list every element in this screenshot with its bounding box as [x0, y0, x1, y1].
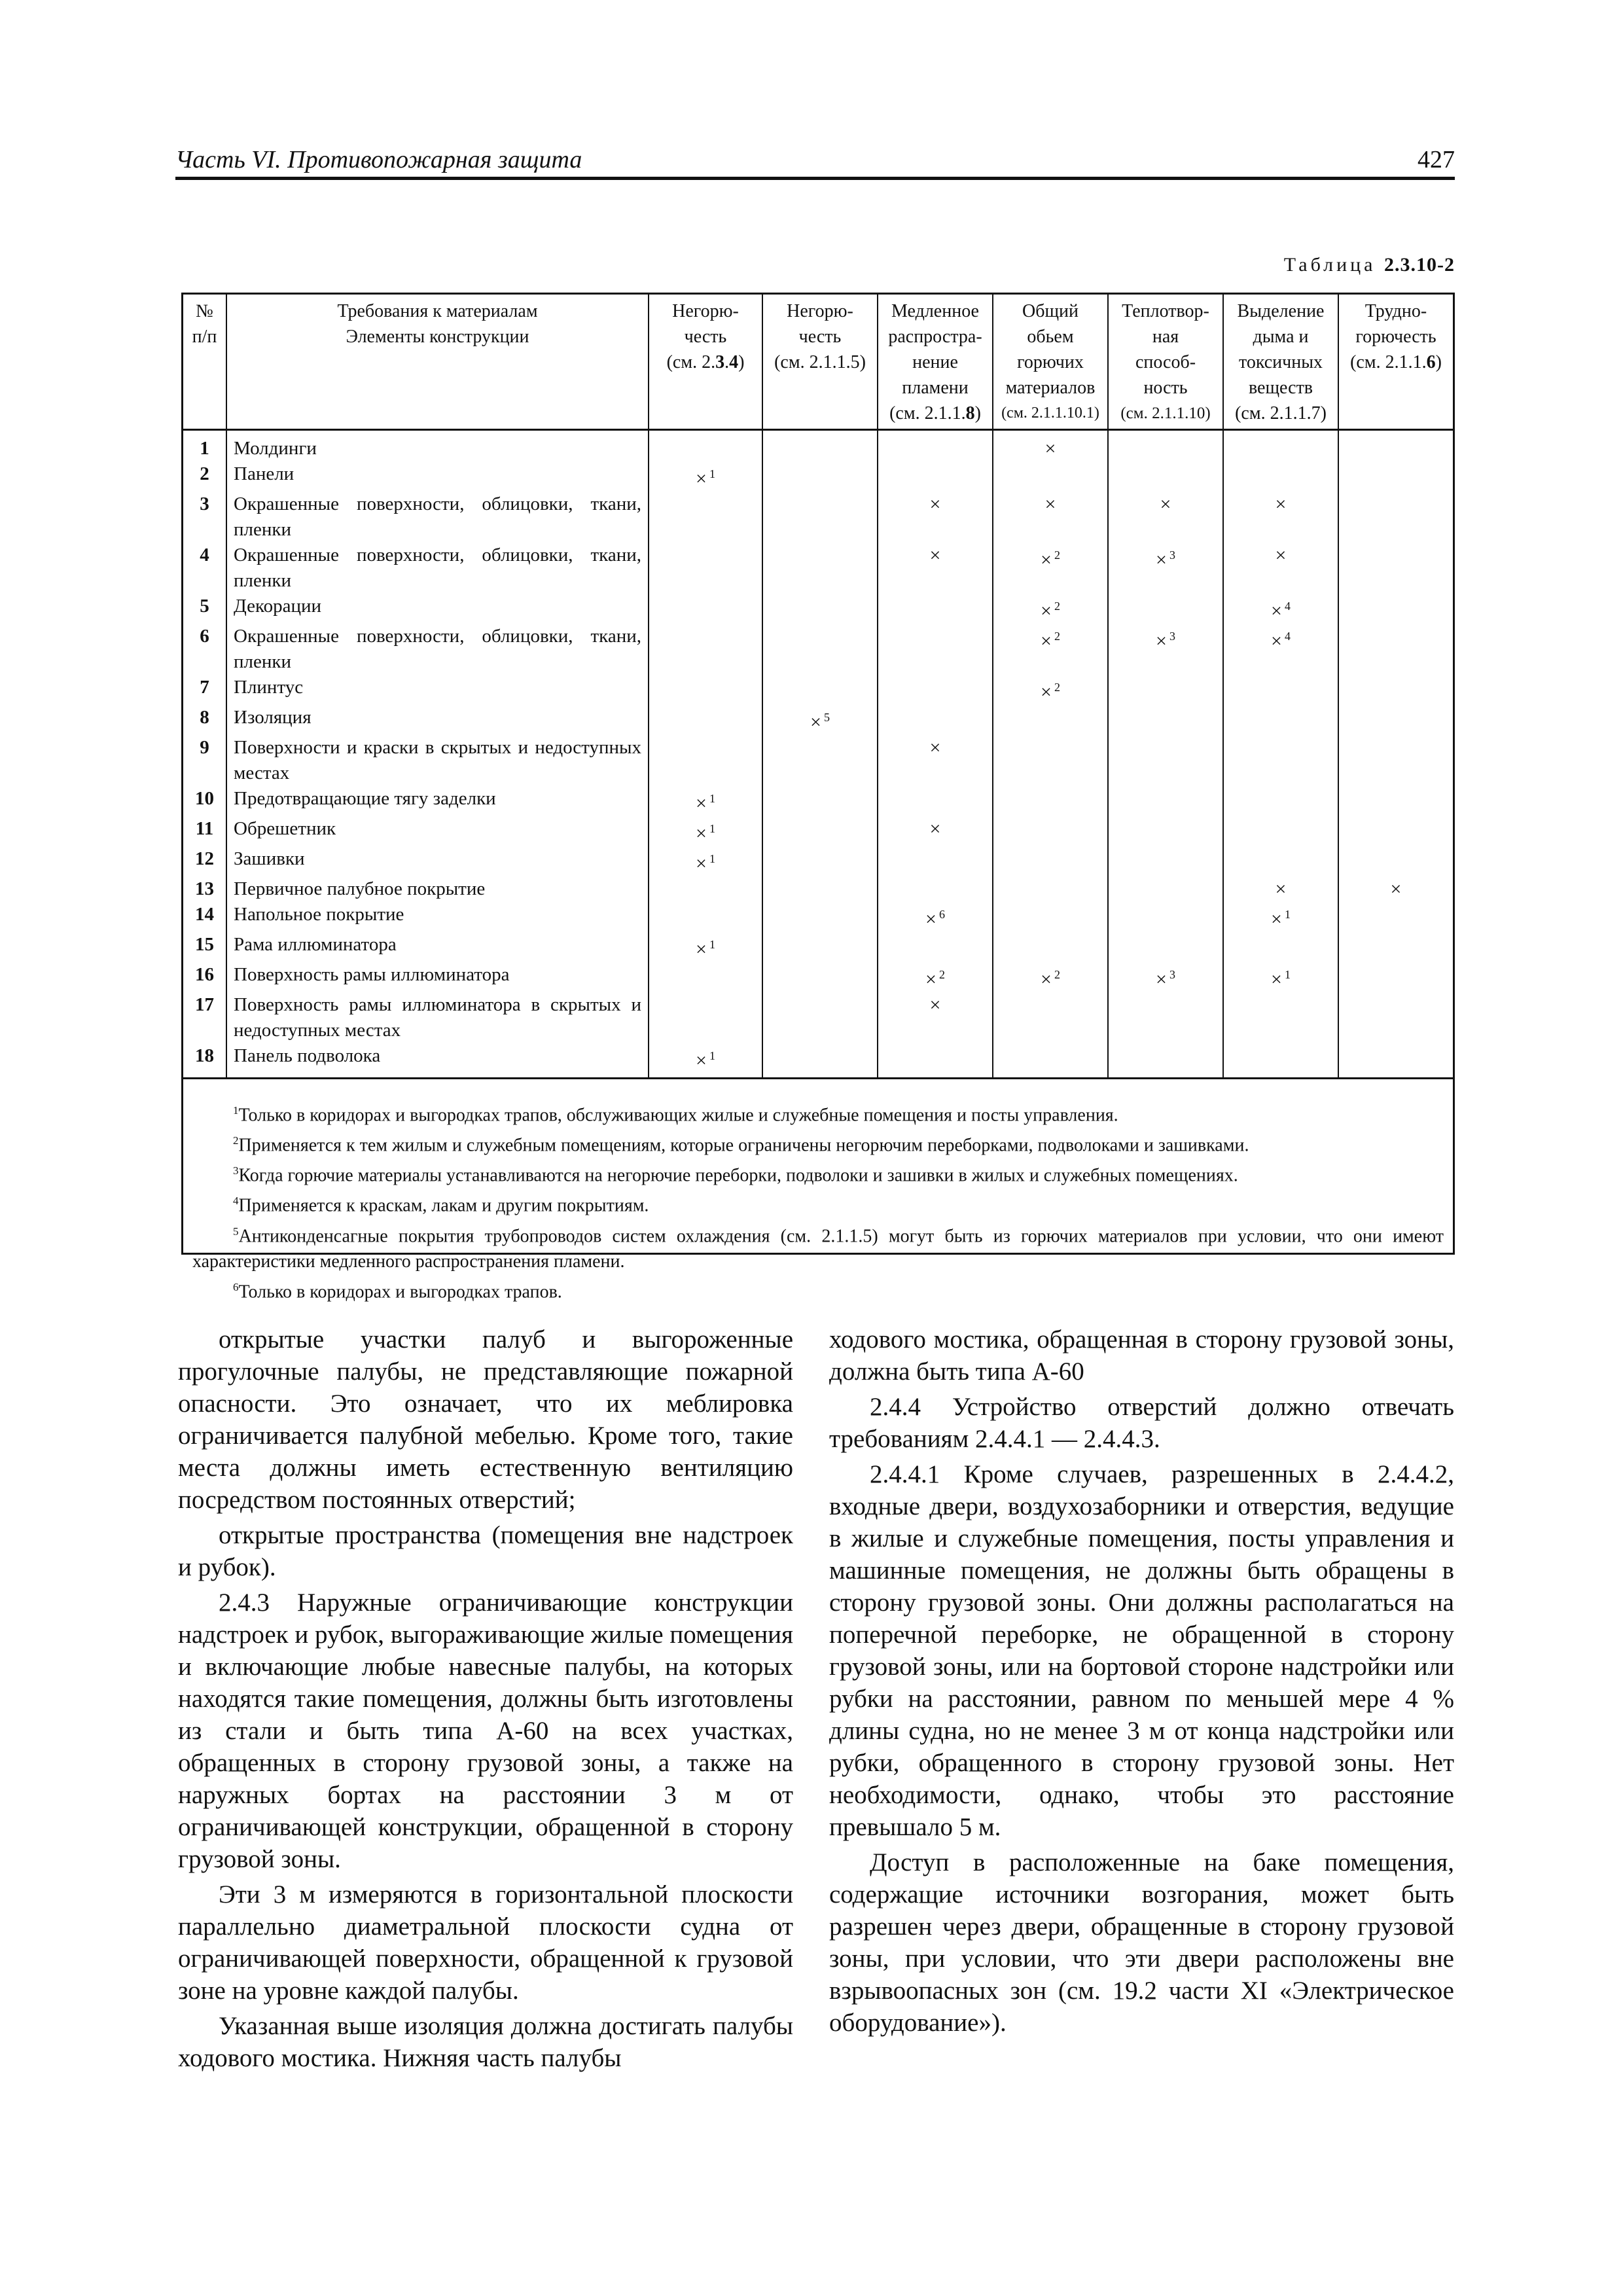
footnote-ref: 4 — [1284, 629, 1291, 643]
requirement-mark — [1108, 846, 1223, 876]
paragraph: 2.4.4.1 Кроме случаев, разрешенных в 2.4.4.2, входные двери, воздухозаборники и отверстия, ведущие в жилые и служебные помещения, посты управления и машинные помещения, не должны быть обращены в сторону грузовой зоны. Они должны располагаться на поперечной переборке, не обращенной в сторону грузовой зоны, или на бортовой стороне надстройки или рубки на расстоянии, равном по меньшей мере 4 % длины судна, но не менее 3 м от конца надстройки или рубки, обращенного в сторону грузовой зоны. Нет необходимости, однако, чтобы это расстояние превышало 5 м. — [829, 1460, 1454, 1841]
col-header-calorific-value: Теплотвор- ная способ- ность (см. 2.1.1.10) — [1108, 295, 1223, 429]
col-header-smoke-toxicity: Выделение дыма и токсичных веществ (см. 2.1.1.7) — [1223, 295, 1338, 429]
requirement-mark — [1223, 705, 1338, 735]
table-body — [183, 429, 1453, 1077]
table-row — [183, 932, 1453, 962]
requirement-mark — [878, 876, 993, 902]
requirement-mark — [878, 932, 993, 962]
col-header-noncombustibility-234: Негорю- честь (см. 2.3.4) — [649, 295, 762, 429]
requirement-mark — [878, 992, 993, 1043]
requirement-mark — [1338, 461, 1453, 492]
requirement-mark — [1223, 461, 1338, 492]
cross-mark: × — [1156, 548, 1167, 571]
table-row — [183, 492, 1453, 543]
requirement-mark — [1338, 786, 1453, 816]
footnote-text: Антиконденсагные покрытия трубопроводов систем охлаждения (см. 2.1.1.5) могут быть из горючих материалов при условии, что они имеют характеристики медленного распространения пламени. — [192, 1226, 1444, 1272]
row-element-name: Первичное палубное покрытие — [226, 876, 649, 902]
footnote-ref: 4 — [1284, 599, 1291, 613]
requirement-mark — [649, 786, 762, 816]
footnote-ref: 6 — [938, 907, 945, 921]
requirement-mark — [649, 876, 762, 902]
requirement-mark — [1223, 624, 1338, 675]
requirement-mark — [649, 962, 762, 992]
cross-mark: × — [1275, 493, 1287, 515]
footnote-ref: 1 — [709, 467, 715, 480]
cross-mark: × — [925, 908, 936, 930]
row-number: 10 — [195, 787, 214, 809]
row-element-name: Окрашенные поверхности, облицовки, ткани, пленки — [226, 492, 649, 543]
requirement-mark — [993, 962, 1108, 992]
cross-mark: × — [1271, 600, 1282, 622]
cross-mark: × — [929, 736, 941, 759]
table-footnotes — [183, 1077, 1453, 1305]
requirement-mark — [993, 876, 1108, 902]
footnote — [192, 1219, 1444, 1274]
cross-mark: × — [929, 817, 941, 840]
requirement-mark — [1338, 962, 1453, 992]
requirement-mark — [649, 1043, 762, 1077]
requirement-mark — [1338, 429, 1453, 461]
requirement-mark — [1108, 1043, 1223, 1077]
requirement-mark — [1338, 902, 1453, 932]
col-header-total-volume: Общий обьем горючих материалов (см. 2.1.1.10.1) — [993, 295, 1108, 429]
footnote-ref: 2 — [1054, 599, 1060, 613]
requirement-mark — [993, 1043, 1108, 1077]
table-row — [183, 846, 1453, 876]
cross-mark: × — [929, 994, 941, 1016]
footnote-ref: 1 — [709, 1049, 715, 1062]
cross-mark: × — [929, 544, 941, 566]
requirement-mark — [1338, 1043, 1453, 1077]
cross-mark: × — [696, 822, 707, 844]
requirement-mark — [762, 624, 878, 675]
requirement-mark — [878, 902, 993, 932]
requirement-mark — [1338, 594, 1453, 624]
row-number: 8 — [200, 706, 209, 728]
footnote-ref: 1 — [1284, 967, 1291, 981]
row-number: 11 — [195, 817, 214, 839]
requirement-mark — [1223, 492, 1338, 543]
requirement-mark — [1338, 675, 1453, 705]
requirement-mark — [878, 962, 993, 992]
row-element-name: Напольное покрытие — [226, 902, 649, 932]
requirement-mark — [993, 705, 1108, 735]
requirement-mark — [1338, 846, 1453, 876]
requirement-mark — [1338, 932, 1453, 962]
table-row — [183, 735, 1453, 786]
requirement-mark — [878, 492, 993, 543]
footnote-marker: 3 — [233, 1164, 239, 1177]
requirement-mark — [1223, 786, 1338, 816]
table-row — [183, 902, 1453, 932]
footnote — [192, 1274, 1444, 1304]
footnote-text: Применяется к краскам, лакам и другим покрытиям. — [238, 1195, 649, 1216]
footnote-ref: 1 — [709, 937, 715, 951]
requirement-mark — [1108, 816, 1223, 846]
requirement-mark — [762, 594, 878, 624]
col-header-elements: Требования к материалам Элементы конструкции — [226, 295, 649, 429]
footnote — [192, 1128, 1444, 1158]
col-header-noncombustibility-2115: Негорю- честь (см. 2.1.1.5) — [762, 295, 878, 429]
requirement-mark — [1338, 816, 1453, 846]
requirement-mark — [649, 902, 762, 932]
header-rule — [175, 177, 1455, 180]
footnote — [192, 1098, 1444, 1128]
paragraph: Указанная выше изоляция должна достигать палубы ходового мостика. Нижняя часть палубы — [178, 2012, 793, 2072]
col-header-flame-spread: Медленное распростра- нение пламени (см. 2.1.1.8) — [878, 295, 993, 429]
requirement-mark — [1223, 816, 1338, 846]
requirement-mark — [993, 492, 1108, 543]
table-row — [183, 786, 1453, 816]
row-number: 2 — [200, 463, 209, 484]
table-row — [183, 1043, 1453, 1077]
table-caption-word: Таблица — [1283, 254, 1376, 276]
requirement-mark — [1338, 543, 1453, 594]
requirement-mark — [1108, 962, 1223, 992]
cross-mark: × — [1271, 630, 1282, 652]
requirement-mark — [762, 962, 878, 992]
requirement-mark — [993, 992, 1108, 1043]
requirement-mark — [762, 429, 878, 461]
row-number: 1 — [200, 437, 209, 459]
requirement-mark — [649, 816, 762, 846]
requirement-mark — [762, 705, 878, 735]
cross-mark: × — [1271, 968, 1282, 990]
cross-mark: × — [1041, 600, 1052, 622]
requirement-mark — [1108, 429, 1223, 461]
requirement-mark — [1223, 1043, 1338, 1077]
row-number: 6 — [200, 625, 209, 647]
requirement-mark — [1338, 735, 1453, 786]
table-caption-number: 2.3.10-2 — [1384, 254, 1455, 276]
paragraph: Доступ в расположенные на баке помещения, содержащие источники возгорания, может быть разрешен через двери, обращенные в сторону грузовой зоны, при условии, что эти двери расположены вне взрывоопасных зон (см. 19.2 части XI «Электрическое оборудование»). — [829, 1848, 1454, 2037]
requirement-mark — [993, 543, 1108, 594]
requirement-mark — [1338, 992, 1453, 1043]
requirement-mark — [1338, 624, 1453, 675]
requirement-mark — [1223, 962, 1338, 992]
requirement-mark — [649, 543, 762, 594]
requirement-mark — [762, 461, 878, 492]
requirement-mark — [762, 675, 878, 705]
requirement-mark — [878, 543, 993, 594]
requirement-mark — [993, 429, 1108, 461]
requirement-mark — [1108, 594, 1223, 624]
requirement-mark — [762, 932, 878, 962]
requirement-mark — [649, 461, 762, 492]
requirement-mark — [878, 786, 993, 816]
footnote-ref: 1 — [709, 821, 715, 835]
cross-mark: × — [696, 467, 707, 490]
requirement-mark — [1223, 902, 1338, 932]
row-number: 3 — [200, 493, 209, 514]
page-number: 427 — [1418, 146, 1455, 173]
requirement-mark — [878, 624, 993, 675]
requirement-mark — [649, 992, 762, 1043]
requirement-mark — [878, 735, 993, 786]
requirement-mark — [878, 846, 993, 876]
requirement-mark — [1338, 876, 1453, 902]
requirement-mark — [1108, 675, 1223, 705]
row-element-name: Обрешетник — [226, 816, 649, 846]
cross-mark: × — [696, 852, 707, 874]
table-row — [183, 992, 1453, 1043]
requirement-mark — [878, 705, 993, 735]
table-row — [183, 962, 1453, 992]
requirement-mark — [1223, 543, 1338, 594]
cross-mark: × — [1041, 681, 1052, 703]
requirement-mark — [1108, 902, 1223, 932]
requirement-mark — [878, 429, 993, 461]
cross-mark: × — [925, 968, 936, 990]
cross-mark: × — [1160, 493, 1171, 515]
table-row — [183, 429, 1453, 461]
header-title: Часть VI. Противопожарная защита — [175, 146, 582, 173]
requirement-mark — [993, 786, 1108, 816]
requirement-mark — [1223, 735, 1338, 786]
col-header-number: № п/п — [183, 295, 226, 429]
requirement-mark — [1223, 675, 1338, 705]
cross-mark: × — [1275, 878, 1287, 900]
requirement-mark — [1108, 735, 1223, 786]
requirement-mark — [878, 594, 993, 624]
footnote-ref: 3 — [1169, 967, 1175, 981]
footnote-ref: 5 — [823, 710, 830, 724]
row-element-name: Изоляция — [226, 705, 649, 735]
cross-mark: × — [1041, 630, 1052, 652]
footnote-marker: 1 — [233, 1103, 239, 1117]
row-number: 9 — [200, 736, 209, 758]
requirement-mark — [1223, 992, 1338, 1043]
requirement-mark — [1223, 876, 1338, 902]
requirement-mark — [649, 492, 762, 543]
footnote-text: Только в коридорах и выгородках трапов. — [238, 1282, 562, 1302]
table-row — [183, 876, 1453, 902]
requirement-mark — [762, 1043, 878, 1077]
row-element-name: Панель подволока — [226, 1043, 649, 1077]
footnote-ref: 2 — [938, 967, 945, 981]
requirement-mark — [993, 902, 1108, 932]
footnote-ref: 2 — [1054, 548, 1060, 562]
table-caption — [982, 254, 1455, 276]
paragraph: открытые участки палуб и выгороженные прогулочные палубы, не представляющие пожарной опасности. Это означает, что их меблировка ограничивается палубной мебелью. Кроме того, такие места должны иметь естественную вентиляцию посредством постоянных отверстий; — [178, 1325, 793, 1514]
row-number: 7 — [200, 676, 209, 698]
row-number: 14 — [195, 903, 214, 925]
requirement-mark — [1223, 594, 1338, 624]
requirement-mark — [993, 624, 1108, 675]
requirements-table — [181, 293, 1455, 1302]
cross-mark: × — [1271, 908, 1282, 930]
requirement-mark — [1108, 932, 1223, 962]
cross-mark: × — [1044, 493, 1056, 515]
table-row — [183, 705, 1453, 735]
footnote-marker: 5 — [233, 1225, 239, 1238]
requirement-mark — [649, 594, 762, 624]
table-row — [183, 675, 1453, 705]
text-column-right — [829, 1323, 1454, 2042]
row-element-name: Поверхность рамы иллюминатора в скрытых и недоступных местах — [226, 992, 649, 1043]
requirement-mark — [762, 735, 878, 786]
requirement-mark — [649, 675, 762, 705]
footnote-ref: 2 — [1054, 680, 1060, 694]
paragraph: 2.4.4 Устройство отверстий должно отвечать требованиям 2.4.4.1 — 2.4.4.3. — [829, 1393, 1454, 1453]
requirement-mark — [762, 543, 878, 594]
footnote-ref: 1 — [709, 791, 715, 805]
requirement-mark — [762, 786, 878, 816]
footnote-ref: 1 — [1284, 907, 1291, 921]
paragraph: Эти 3 м измеряются в горизонтальной плоскости параллельно диаметральной плоскости судна от ограничивающей поверхности, обращенной к грузовой зоне на уровне каждой палубы. — [178, 1880, 793, 2005]
table-row — [183, 594, 1453, 624]
paragraph: ходового мостика, обращенная в сторону грузовой зоны, должна быть типа А-60 — [829, 1325, 1454, 1386]
row-number: 5 — [200, 595, 209, 617]
requirement-mark — [878, 816, 993, 846]
requirement-mark — [993, 846, 1108, 876]
row-element-name: Поверхности и краски в скрытых и недоступных местах — [226, 735, 649, 786]
footnote — [192, 1158, 1444, 1188]
row-number: 13 — [195, 878, 214, 899]
requirement-mark — [762, 816, 878, 846]
requirement-mark — [878, 461, 993, 492]
requirement-mark — [762, 492, 878, 543]
footnote — [192, 1188, 1444, 1218]
footnote-marker: 2 — [233, 1134, 239, 1147]
requirement-mark — [1108, 461, 1223, 492]
cross-mark: × — [696, 792, 707, 814]
requirement-mark — [993, 735, 1108, 786]
requirement-mark — [1108, 543, 1223, 594]
requirement-mark — [649, 429, 762, 461]
requirement-mark — [762, 902, 878, 932]
row-element-name: Декорации — [226, 594, 649, 624]
row-element-name: Предотвращающие тягу заделки — [226, 786, 649, 816]
cross-mark: × — [696, 1049, 707, 1071]
requirement-mark — [1223, 932, 1338, 962]
requirement-mark — [878, 675, 993, 705]
requirement-mark — [993, 594, 1108, 624]
cross-mark: × — [1156, 968, 1167, 990]
cross-mark: × — [1390, 878, 1402, 900]
requirement-mark — [1108, 992, 1223, 1043]
requirement-mark — [993, 675, 1108, 705]
footnote-ref: 2 — [1054, 967, 1060, 981]
table-row — [183, 624, 1453, 675]
row-number: 15 — [195, 933, 214, 955]
row-number: 18 — [195, 1045, 214, 1066]
paragraph: открытые пространства (помещения вне надстроек и рубок). — [178, 1521, 793, 1581]
footnote-ref: 3 — [1169, 548, 1175, 562]
requirement-mark — [1108, 876, 1223, 902]
footnote-text: Только в коридорах и выгородках трапов, обслуживающих жилые и служебные помещения и посты управления. — [238, 1104, 1118, 1125]
requirement-mark — [1108, 492, 1223, 543]
requirement-mark — [1108, 705, 1223, 735]
requirement-mark — [993, 461, 1108, 492]
requirement-mark — [649, 846, 762, 876]
cross-mark: × — [1044, 437, 1056, 459]
footnote-ref: 1 — [709, 852, 715, 865]
paragraph: 2.4.3 Наружные ограничивающие конструкции надстроек и рубок, выгораживающие жилые помещения и включающие любые навесные палубы, на которых находятся такие помещения, должны быть изготовлены из стали и быть типа А-60 на всех участках, обращенных в сторону грузовой зоны, а также на наружных бортах на расстоянии 3 м от ограничивающей конструкции, обращенной в сторону грузовой зоны. — [178, 1588, 793, 1873]
row-element-name: Плинтус — [226, 675, 649, 705]
footnote-text: Когда горючие материалы устанавливаются на негорючие переборки, подволоки и зашивки в жилых и служебных помещениях. — [238, 1165, 1238, 1186]
cross-mark: × — [1156, 630, 1167, 652]
requirement-mark — [1108, 786, 1223, 816]
cross-mark: × — [696, 938, 707, 960]
row-element-name: Окрашенные поверхности, облицовки, ткани, пленки — [226, 543, 649, 594]
requirement-mark — [649, 624, 762, 675]
row-element-name: Поверхность рамы иллюминатора — [226, 962, 649, 992]
footnote-text: Применяется к тем жилым и служебным помещениям, которые ограничены негорючим переборками, подволоками и зашивками. — [238, 1135, 1249, 1156]
requirement-mark — [649, 705, 762, 735]
cross-mark: × — [929, 493, 941, 515]
requirement-mark — [1223, 846, 1338, 876]
table-row — [183, 461, 1453, 492]
footnote-marker: 6 — [233, 1281, 239, 1294]
cross-mark: × — [1041, 968, 1052, 990]
requirement-mark — [762, 876, 878, 902]
table-row — [183, 543, 1453, 594]
row-number: 4 — [200, 544, 209, 565]
footnote-marker: 4 — [233, 1194, 239, 1208]
requirement-mark — [1223, 429, 1338, 461]
requirement-mark — [993, 932, 1108, 962]
table-row — [183, 816, 1453, 846]
cross-mark: × — [1275, 544, 1287, 566]
requirement-mark — [1338, 492, 1453, 543]
requirement-mark — [1108, 624, 1223, 675]
requirement-mark — [649, 735, 762, 786]
table-header-row — [183, 295, 1453, 429]
row-element-name: Окрашенные поверхности, облицовки, ткани, пленки — [226, 624, 649, 675]
row-number: 17 — [195, 994, 214, 1015]
row-element-name: Молдинги — [226, 429, 649, 461]
requirement-mark — [649, 932, 762, 962]
requirement-mark — [878, 1043, 993, 1077]
col-header-low-flammability: Трудно- горючесть (см. 2.1.1.6) — [1338, 295, 1453, 429]
row-element-name: Рама иллюминатора — [226, 932, 649, 962]
requirement-mark — [762, 992, 878, 1043]
cross-mark: × — [1041, 548, 1052, 571]
text-column-left — [178, 1323, 793, 2077]
row-number: 16 — [195, 963, 214, 985]
requirement-mark — [762, 846, 878, 876]
footnote-ref: 2 — [1054, 629, 1060, 643]
cross-mark: × — [810, 711, 821, 733]
row-element-name: Панели — [226, 461, 649, 492]
row-element-name: Зашивки — [226, 846, 649, 876]
requirement-mark — [993, 816, 1108, 846]
requirement-mark — [1338, 705, 1453, 735]
footnote-ref: 3 — [1169, 629, 1175, 643]
row-number: 12 — [195, 848, 214, 869]
